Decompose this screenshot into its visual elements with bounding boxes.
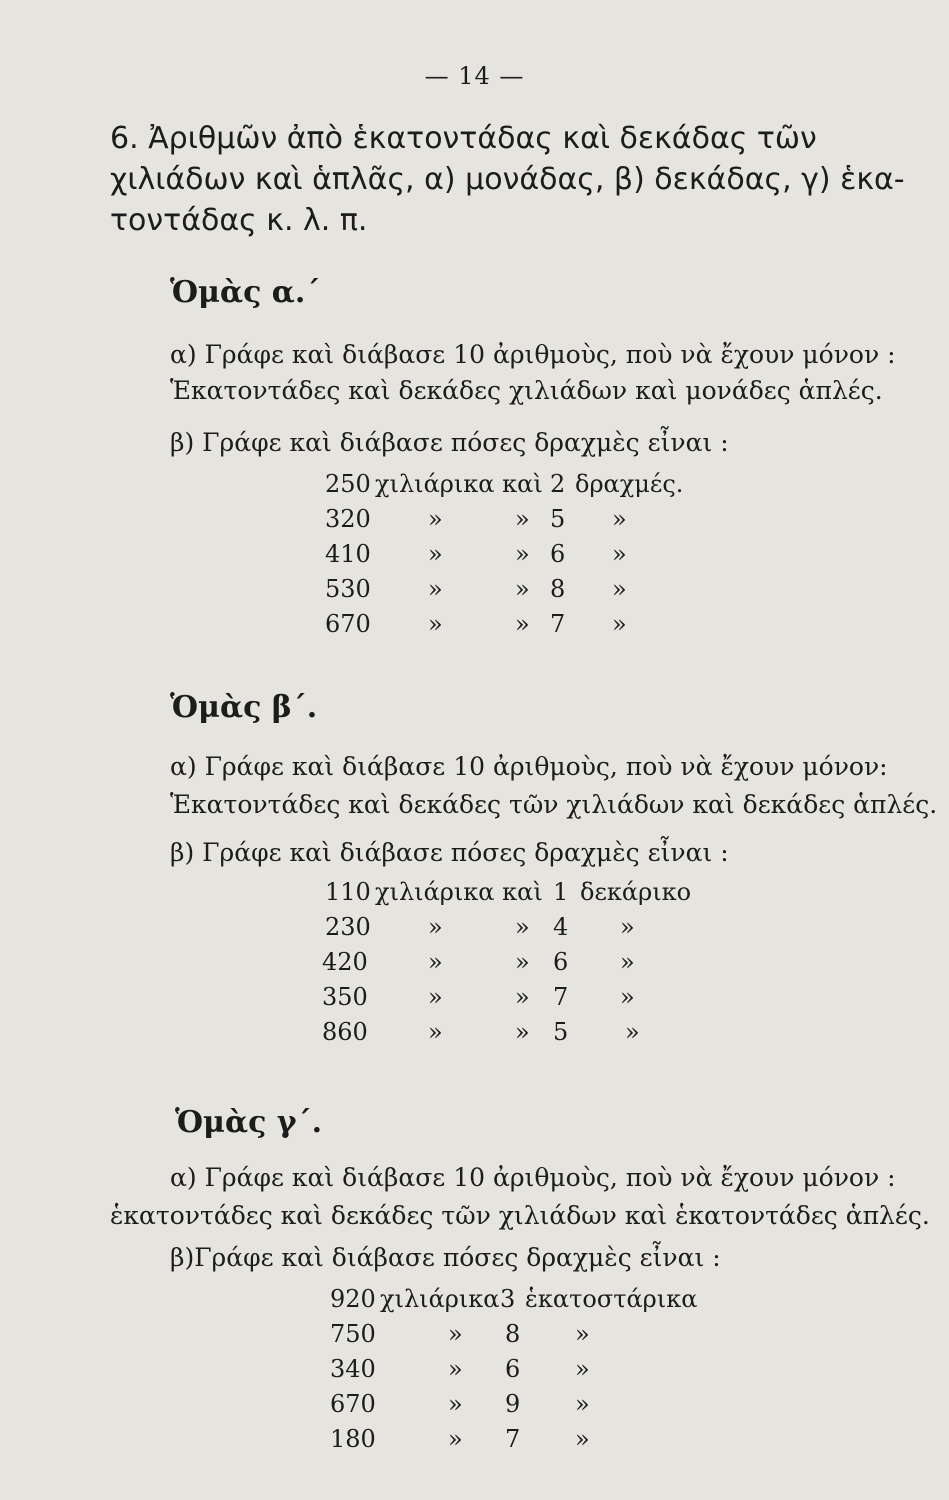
group-b-row <box>0 983 949 1017</box>
amount-thousands: 410 <box>325 540 371 568</box>
amount-units: 5 <box>553 1018 569 1046</box>
amount-thousands: 180 <box>330 1425 376 1453</box>
group-c-row <box>0 1355 949 1389</box>
amount-units: 7 <box>553 983 569 1011</box>
group-a-instruction-a-line-1: α) Γράφε καὶ διάβασε 10 ἀριθμοὺς, ποὺ νὰ ἔχουν μόνον : <box>170 340 896 369</box>
amount-thousands: 230 <box>325 913 371 941</box>
group-a-row <box>0 575 949 609</box>
ditto-mark: » <box>612 540 627 568</box>
group-c-instruction-a-line-1: α) Γράφε καὶ διάβασε 10 ἀριθμοὺς, ποὺ νὰ ἔχουν μόνον : <box>170 1163 896 1192</box>
unit-label-2: δεκάρικο <box>580 878 692 906</box>
amount-thousands: 420 <box>322 948 368 976</box>
ditto-mark: » <box>448 1355 463 1383</box>
group-b-instruction-a-line-2: Ἑκατοντάδες καὶ δεκάδες τῶν χιλιάδων καὶ δεκάδες ἁπλές. <box>170 790 938 819</box>
ditto-mark: » <box>612 575 627 603</box>
group-b-instruction-b: β) Γράφε καὶ διάβασε πόσες δραχμὲς εἶναι : <box>170 838 729 867</box>
amount-units: 6 <box>553 948 569 976</box>
amount-thousands: 350 <box>322 983 368 1011</box>
amount-thousands: 530 <box>325 575 371 603</box>
amount-hundreds: 6 <box>505 1355 521 1383</box>
amount-hundreds: 8 <box>505 1320 521 1348</box>
ditto-mark: » <box>612 610 627 638</box>
amount-units: 7 <box>550 610 566 638</box>
ditto-mark: » <box>515 983 530 1011</box>
amount-thousands: 670 <box>325 610 371 638</box>
amount-thousands: 250 <box>325 470 371 498</box>
group-b-title: Ὁμὰς β´. <box>170 690 318 725</box>
exercise-heading <box>110 118 905 241</box>
ditto-mark: » <box>428 505 443 533</box>
amount-thousands: 340 <box>330 1355 376 1383</box>
group-a-row <box>0 540 949 574</box>
ditto-mark: » <box>428 1018 443 1046</box>
heading-line-2: χιλιάδων καὶ ἁπλᾶς, α) μονάδας, β) δεκάδας, γ) ἑκα- <box>110 162 905 197</box>
ditto-mark: » <box>620 913 635 941</box>
group-a-instruction-a-line-2: Ἑκατοντάδες καὶ δεκάδες χιλιάδων καὶ μονάδες ἁπλές. <box>170 376 883 405</box>
group-c-row <box>0 1390 949 1424</box>
group-b-row <box>0 1018 949 1052</box>
group-a-instruction-b: β) Γράφε καὶ διάβασε πόσες δραχμὲς εἶναι : <box>170 428 729 457</box>
ditto-mark: » <box>575 1355 590 1383</box>
group-a-row <box>0 610 949 644</box>
group-c-instruction-a-line-2: ἑκατοντάδες καὶ δεκάδες τῶν χιλιάδων καὶ ἑκατοντάδες ἁπλές. <box>110 1201 930 1230</box>
amount-thousands: 320 <box>325 505 371 533</box>
group-c-row <box>0 1320 949 1354</box>
group-a-row <box>0 505 949 539</box>
unit-label-2: δραχμές. <box>575 470 684 498</box>
group-c-instruction-b: β)Γράφε καὶ διάβασε πόσες δραχμὲς εἶναι : <box>170 1243 721 1272</box>
ditto-mark: » <box>515 948 530 976</box>
ditto-mark: » <box>515 540 530 568</box>
amount-thousands: 750 <box>330 1320 376 1348</box>
ditto-mark: » <box>448 1425 463 1453</box>
amount-units: 4 <box>553 913 569 941</box>
heading-line-1: 6. Ἀριθμῶν ἀπὸ ἑκατοντάδας καὶ δεκάδας τῶν <box>110 121 817 156</box>
ditto-mark: » <box>428 983 443 1011</box>
amount-units: 6 <box>550 540 566 568</box>
ditto-mark: » <box>515 913 530 941</box>
ditto-mark: » <box>428 610 443 638</box>
amount-thousands: 670 <box>330 1390 376 1418</box>
amount-units: 2 <box>550 470 566 498</box>
ditto-mark: » <box>515 505 530 533</box>
ditto-mark: » <box>428 948 443 976</box>
group-b-row <box>0 913 949 947</box>
amount-units: 8 <box>550 575 566 603</box>
amount-hundreds: 3 <box>500 1285 516 1313</box>
group-a-row <box>0 470 949 504</box>
ditto-mark: » <box>620 983 635 1011</box>
amount-units: 1 <box>553 878 569 906</box>
group-b-instruction-a-line-1: α) Γράφε καὶ διάβασε 10 ἀριθμοὺς, ποὺ νὰ ἔχουν μόνον: <box>170 752 888 781</box>
ditto-mark: » <box>612 505 627 533</box>
ditto-mark: » <box>515 610 530 638</box>
ditto-mark: » <box>448 1320 463 1348</box>
ditto-mark: » <box>515 575 530 603</box>
page-number: — 14 — <box>424 62 525 90</box>
ditto-mark: » <box>428 913 443 941</box>
ditto-mark: » <box>620 948 635 976</box>
ditto-mark: » <box>515 1018 530 1046</box>
group-c-row <box>0 1425 949 1459</box>
amount-thousands: 920 <box>330 1285 376 1313</box>
heading-line-3: τοντάδας κ. λ. π. <box>110 203 368 238</box>
amount-units: 5 <box>550 505 566 533</box>
unit-label: χιλιάρικα <box>380 1285 500 1313</box>
ditto-mark: » <box>625 1018 640 1046</box>
ditto-mark: » <box>448 1390 463 1418</box>
unit-label: χιλιάρικα καὶ <box>375 878 543 906</box>
ditto-mark: » <box>575 1390 590 1418</box>
ditto-mark: » <box>428 540 443 568</box>
unit-label: χιλιάρικα καὶ <box>375 470 543 498</box>
group-c-title: Ὁμὰς γ´. <box>175 1105 323 1140</box>
group-b-row <box>0 948 949 982</box>
ditto-mark: » <box>575 1425 590 1453</box>
group-c-row <box>0 1285 949 1319</box>
amount-hundreds: 7 <box>505 1425 521 1453</box>
group-b-row <box>0 878 949 912</box>
ditto-mark: » <box>428 575 443 603</box>
amount-thousands: 110 <box>325 878 371 906</box>
group-a-title: Ὁμὰς α.´ <box>170 275 321 310</box>
ditto-mark: » <box>575 1320 590 1348</box>
amount-thousands: 860 <box>322 1018 368 1046</box>
unit-label-2: ἑκατοστάρικα <box>525 1285 698 1313</box>
amount-hundreds: 9 <box>505 1390 521 1418</box>
